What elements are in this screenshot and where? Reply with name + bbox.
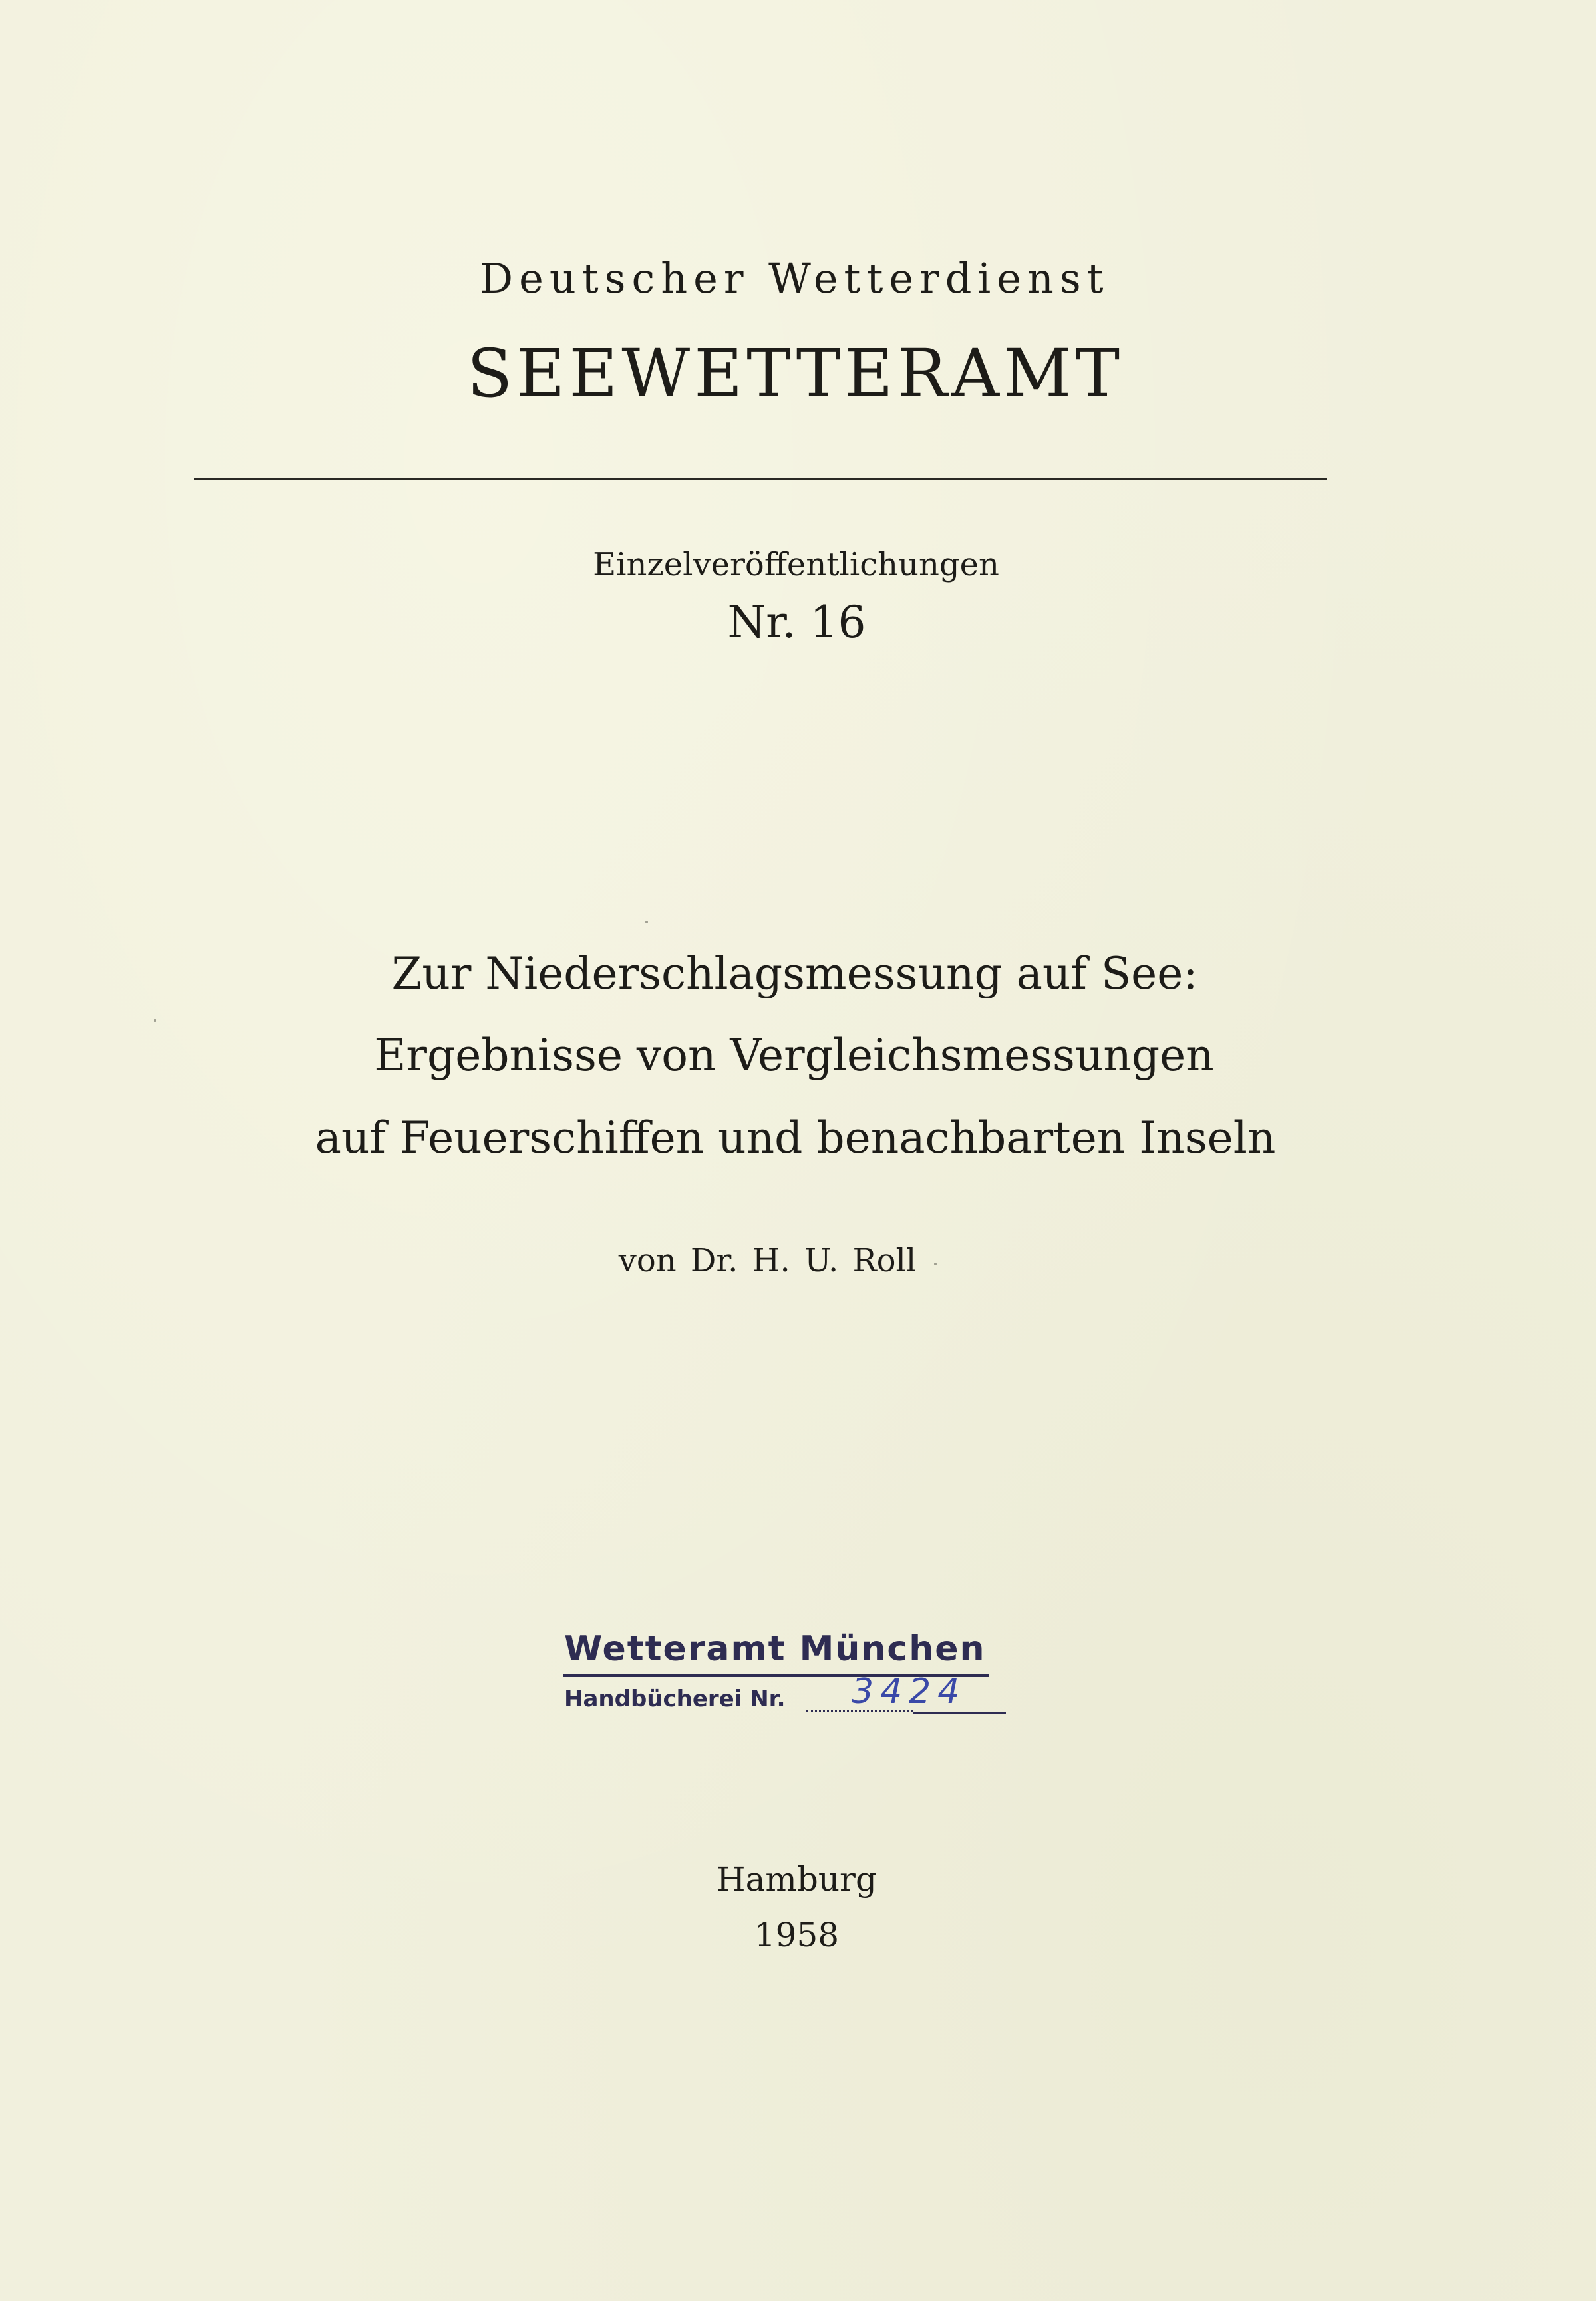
title-line-1: Zur Niederschlagsmessung auf See: <box>391 948 1198 999</box>
title-line-3: auf Feuerschiffen und benachbarten Inseln <box>315 1112 1276 1163</box>
author-line: von Dr. H. U. Roll <box>618 1242 917 1279</box>
imprint-place: Hamburg <box>717 1860 877 1899</box>
office-name: SEEWETTERAMT <box>466 335 1124 412</box>
library-stamp <box>559 1629 1025 1732</box>
paper-speck <box>934 1263 937 1265</box>
paper-speck <box>154 1019 156 1022</box>
imprint-year: 1958 <box>754 1916 840 1954</box>
stamp-handwritten-number: 3424 <box>852 1672 967 1712</box>
stamp-institution: Wetteramt München <box>564 1629 986 1669</box>
series-number: Nr. 16 <box>727 597 866 648</box>
title-line-2: Ergebnisse von Vergleichsmessungen <box>374 1030 1214 1081</box>
series-label: Einzelveröffentlichungen <box>593 546 999 583</box>
stamp-underline <box>913 1712 1006 1714</box>
paper-speck <box>645 921 648 923</box>
stamp-label: Handbücherei Nr. <box>564 1686 786 1712</box>
organization-name: Deutscher Wetterdienst <box>480 254 1110 303</box>
horizontal-rule <box>194 478 1327 480</box>
